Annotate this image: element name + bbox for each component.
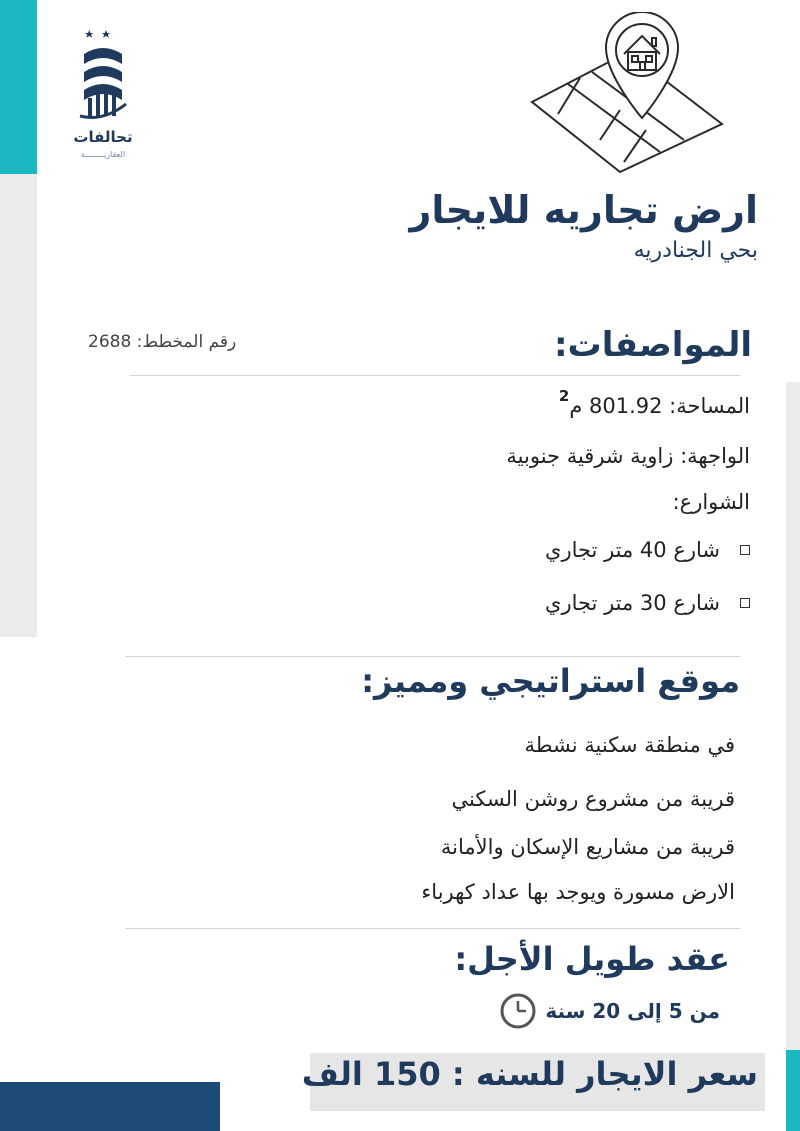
spec-facade: الواجهة: زاوية شرقية جنوبية (506, 444, 750, 468)
divider (130, 375, 740, 376)
clock-icon (499, 992, 537, 1030)
street-item-text: شارع 30 متر تجاري (545, 591, 720, 615)
contract-duration-text: من 5 إلى 20 سنة (545, 999, 720, 1023)
list-item (545, 591, 750, 615)
gray-accent-bar-left (0, 174, 37, 637)
brand-name: تحالفات (73, 128, 133, 146)
gray-accent-bar-right (786, 382, 800, 1131)
list-item (545, 538, 750, 562)
navy-accent-bar-bottom (0, 1082, 220, 1131)
plan-number: رقم المخطط: 2688 (88, 332, 237, 352)
teal-accent-bar-right (786, 1050, 800, 1131)
bullet-square-icon (740, 598, 750, 608)
location-heading: موقع استراتيجي ومميز: (361, 662, 740, 700)
contract-heading: عقد طويل الأجل: (454, 940, 730, 978)
list-item: قريبة من مشروع روشن السكني (451, 787, 735, 811)
contract-duration (499, 992, 720, 1030)
specs-heading: المواصفات: (553, 325, 752, 365)
spec-area (558, 387, 750, 418)
list-item: الارض مسورة ويوجد بها عداد كهرباء (421, 880, 735, 904)
rent-price: سعر الايجار للسنه : 150 الف (301, 1055, 758, 1093)
teal-accent-bar-top (0, 0, 37, 174)
page-title: ارض تجاريه للايجار (409, 188, 758, 232)
spec-streets-label: الشوارع: (672, 490, 750, 514)
list-item: في منطقة سكنية نشطة (524, 733, 735, 757)
land-plot-location-icon (528, 12, 724, 174)
spec-area-power: 2 (558, 387, 570, 405)
page-subtitle: بحي الجنادريه (633, 238, 758, 263)
divider (125, 928, 740, 929)
divider (125, 656, 740, 657)
street-item-text: شارع 40 متر تجاري (545, 538, 720, 562)
list-item: قريبة من مشاريع الإسكان والأمانة (440, 835, 735, 859)
bullet-square-icon (740, 545, 750, 555)
brand-tagline: العقاريــــــــة (80, 150, 126, 159)
spec-area-text: المساحة: 801.92 م (569, 394, 750, 418)
